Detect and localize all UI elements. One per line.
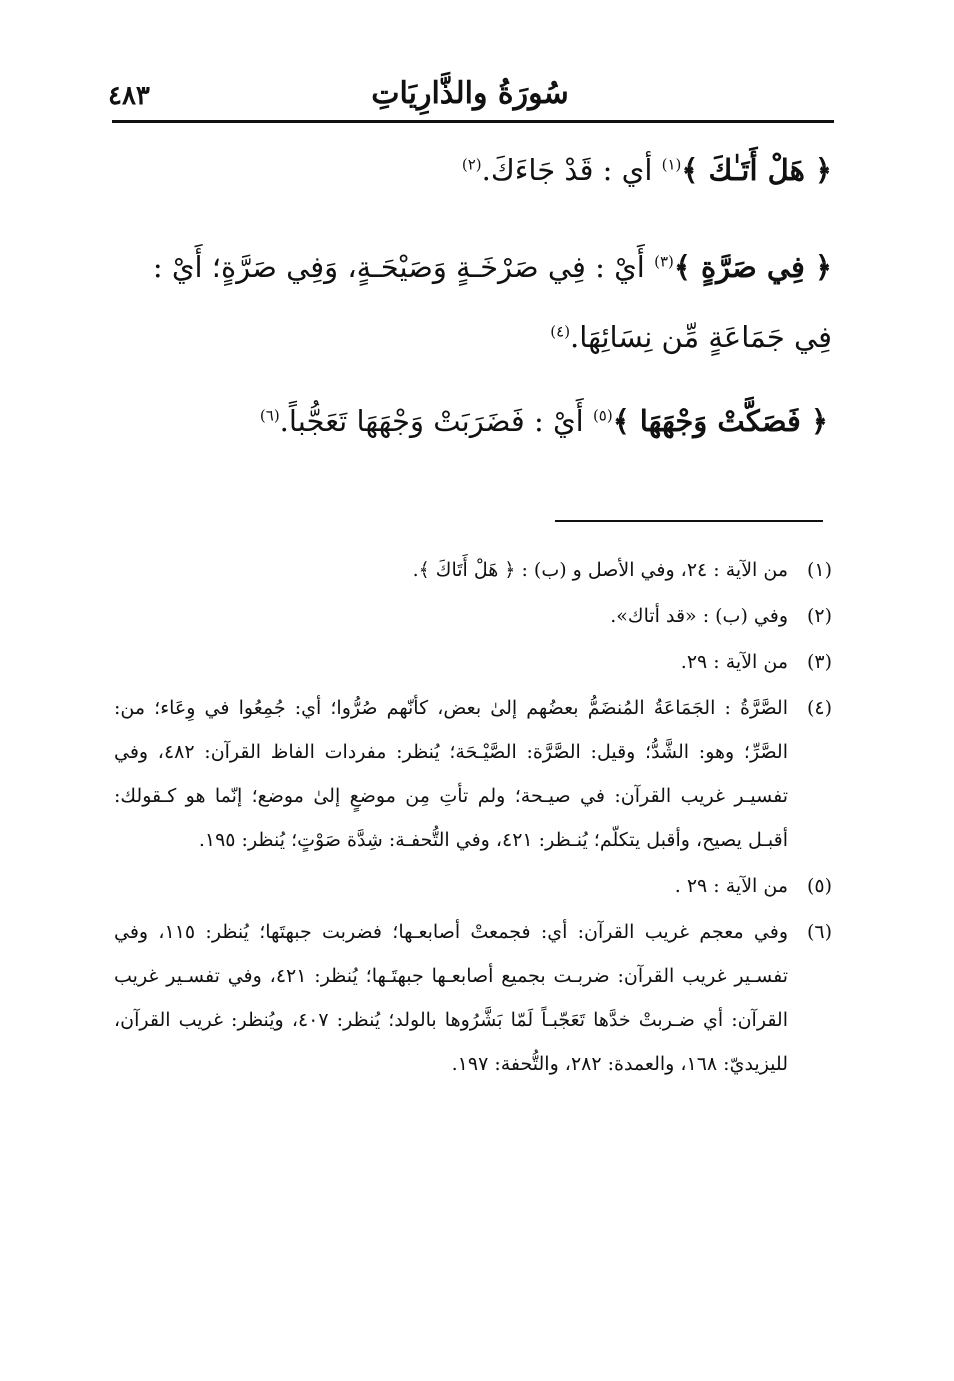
footnotes bbox=[114, 548, 832, 1088]
footnote-marker: (٣) bbox=[654, 252, 674, 271]
footnote-number: (٢) bbox=[806, 605, 832, 627]
footnote-marker: (٥) bbox=[592, 406, 613, 425]
verse-3 bbox=[123, 386, 828, 456]
footnote-text: من الآية : ٢٩ . bbox=[674, 875, 788, 897]
verse-quote: ﴿ فِي صَرَّةٍ ﴾ bbox=[673, 250, 832, 284]
header-divider bbox=[112, 120, 834, 123]
footnote-4 bbox=[114, 686, 832, 862]
footnote-marker: (١) bbox=[661, 155, 682, 174]
verse-text: أَيْ : فِي صَرْخَـةٍ وَصَيْحَـةٍ، وَفِي صَرَّةٍ؛ أَيْ : فِي جَمَاعَةٍ مِّن نِسَائِهَا. bbox=[152, 250, 832, 354]
footnote-number: (٦) bbox=[806, 921, 832, 943]
footnote-5 bbox=[114, 864, 832, 908]
footnote-number: (١) bbox=[806, 559, 832, 581]
footnote-text: من الآية : ٢٤، وفي الأصل و (ب) : ﴿ هَلْ أَتَاكَ ﴾. bbox=[412, 559, 788, 581]
footnote-marker: (٢) bbox=[461, 155, 482, 174]
footnote-text: وفي معجم غريب القرآن: أي: فجمعتْ أصابعـها؛ فضربت جبهتَها؛ يُنظر: ١١٥، وفي تفسـير غريب القرآن: ضربـت بجميع أصابعـها جبهتَـها؛ يُنظر: ٤٢١، وفي تفسـير غريب القرآن: أي ضـربتْ خدَّها تَعَجّبـاً لَمّا بَشَّرُوها بالولد؛ يُنظر: ٤٠٧، ويُنظر: غريب القرآن، لليزيديّ: ١٦٨، والعمدة: ٢٨٢، والتُّحفة: ١٩٧. bbox=[114, 921, 788, 1075]
footnote-number: (٥) bbox=[806, 875, 832, 897]
footnotes-divider bbox=[555, 520, 823, 522]
verse-text: أَيْ : فَضَرَبَتْ وَجْهَهَا تَعَجُّباً. bbox=[279, 404, 593, 438]
footnote-2 bbox=[114, 594, 832, 638]
footnote-text: من الآية : ٢٩. bbox=[680, 651, 788, 673]
page-title: سُورَةُ والذَّارِيَاتِ bbox=[371, 76, 569, 111]
footnote-number: (٤) bbox=[806, 697, 832, 719]
verse-1 bbox=[127, 135, 832, 205]
footnote-text: وفي (ب) : «قد أتاك». bbox=[610, 605, 788, 627]
footnote-text: الصَّرَّةُ : الجَمَاعَةُ المُنضَمُّ بعضُهم إلىٰ بعض، كأنّهم صُرُّوا؛ أي: جُمِعُوا في وِعَاء؛ من: الصَّرِّ؛ وهو: الشَّدُّ؛ وقيل: الصَّرَّة: الصَّيْـحَة؛ يُنظر: مفردات الفاظ القرآن: ٤٨٢، وفي تفسيـر غريب القرآن: في صيـحة؛ ولم تأتِ مِن موضعٍ إلىٰ موضع؛ إنّما هو كـقولك: أقبـل يصيح، وأقبل يتكلّم؛ يُنـظر: ٤٢١، وفي التُّحفـة: شِدَّة صَوْتٍ؛ يُنظر: ١٩٥. bbox=[114, 697, 788, 851]
footnote-3 bbox=[114, 640, 832, 684]
footnote-6 bbox=[114, 910, 832, 1086]
verse-2 bbox=[127, 232, 832, 372]
verse-text: أي : قَدْ جَاءَكَ. bbox=[481, 153, 662, 187]
verse-quote: ﴿ هَلْ أَتَـٰكَ ﴾ bbox=[681, 153, 832, 187]
footnote-marker: (٤) bbox=[550, 322, 571, 341]
verse-quote: ﴿ فَصَكَّتْ وَجْهَهَا ﴾ bbox=[612, 404, 828, 438]
footnote-marker: (٦) bbox=[259, 406, 280, 425]
footnote-number: (٣) bbox=[806, 651, 832, 673]
footnote-1 bbox=[114, 548, 832, 592]
page-number: ٤٨٣ bbox=[108, 81, 150, 111]
